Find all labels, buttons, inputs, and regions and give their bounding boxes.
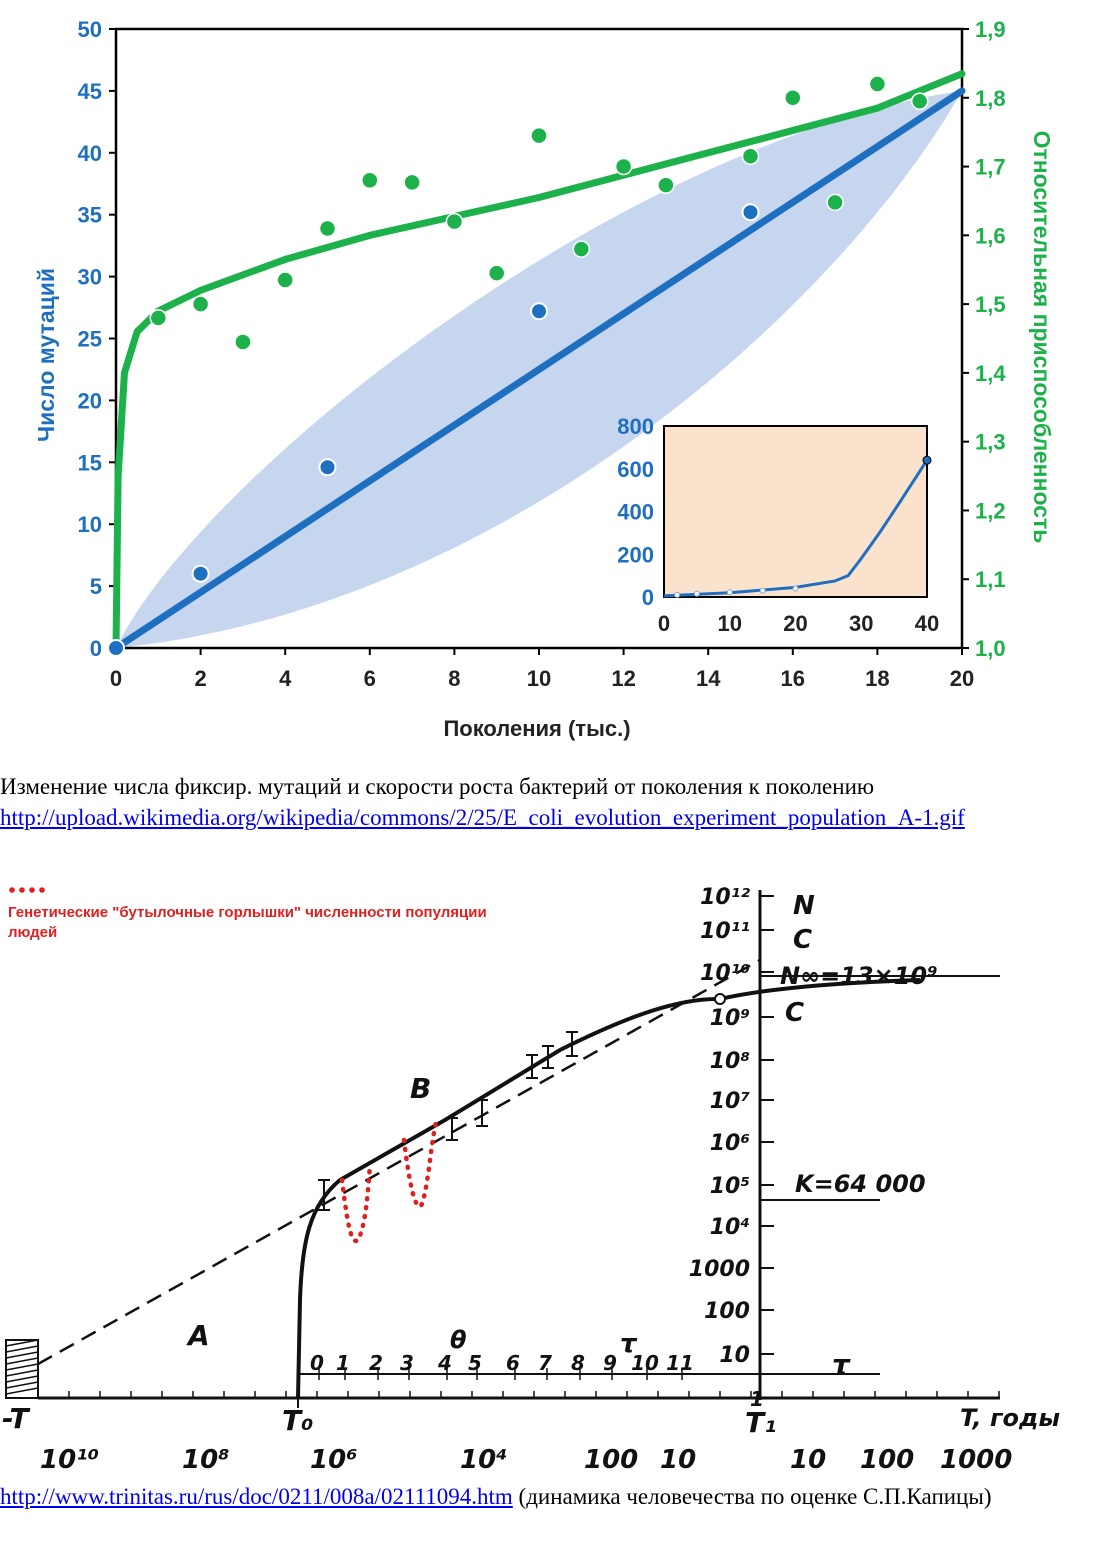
x-tick-label: 2 [194, 666, 207, 691]
y-right-tick-label: 1,5 [975, 292, 1006, 318]
y-left-tick-label: 0 [89, 636, 102, 661]
x-tick-label: 20 [949, 666, 975, 691]
bottleneck-legend-dot [39, 887, 45, 893]
y-left-tick-label: 5 [89, 574, 102, 600]
mutations-point [320, 459, 336, 475]
present-point [715, 994, 725, 1004]
inset-plot-frame [664, 426, 927, 597]
x-tick-label: 10 [526, 666, 552, 691]
tau-tick-label: 4 [438, 1351, 452, 1375]
tau-tick-label: 0 [310, 1351, 324, 1375]
y-right-tick-label: 1,1 [975, 567, 1006, 593]
y-right-tick-label: 1,8 [975, 85, 1006, 111]
y-right-tick-label: 1,9 [975, 17, 1006, 42]
one-label: 1 [750, 1387, 764, 1411]
bottleneck-legend-dot [19, 887, 25, 893]
source-description: (динамика человечества по оценке С.П.Капицы) [512, 1484, 992, 1509]
region-a-label: A [188, 1319, 210, 1352]
fitness-point [869, 76, 885, 92]
source-link-trinitas[interactable]: http://www.trinitas.ru/rus/doc/0211/008a/02111094.htm [0, 1484, 513, 1509]
tau-tick-label: 8 [571, 1351, 585, 1375]
fitness-point [277, 272, 293, 288]
x-tick-label: 18 [865, 666, 890, 691]
tau-label: τ [620, 1329, 637, 1359]
future-year-tick-label: 100 [860, 1445, 915, 1475]
past-year-tick-label: 10⁶ [310, 1445, 358, 1475]
region-c-label: C [785, 998, 805, 1028]
population-tick-label: 10¹⁰ [700, 961, 750, 986]
region-c-upper-label: C [793, 925, 813, 955]
x-tick-label: 4 [279, 666, 292, 691]
y-left-tick-label: 45 [77, 78, 102, 104]
x-tick-label: 0 [109, 666, 123, 691]
x-axis-label: Поколения (тыс.) [443, 716, 631, 741]
tau-tick-label: 5 [468, 1351, 482, 1375]
fitness-point [531, 128, 547, 144]
source-link-wikimedia[interactable]: http://upload.wikimedia.org/wikipedia/commons/2/25/E_coli_evolution_experiment_population_A-1.gif [0, 805, 965, 830]
population-tick-label: 10⁸ [709, 1049, 750, 1074]
y-left-tick-label: 40 [77, 140, 102, 166]
bottleneck-legend-dot [9, 887, 15, 893]
population-tick-label: 10¹² [700, 885, 750, 910]
fitness-point [150, 310, 166, 326]
population-tick-label: 10⁶ [709, 1131, 750, 1156]
population-tick-label: 10⁵ [709, 1174, 750, 1199]
population-tick-label: 10⁴ [709, 1215, 750, 1240]
population-tick-label: 10⁷ [709, 1089, 750, 1114]
x-tick-label: 14 [695, 666, 721, 691]
past-year-tick-label: 100 [584, 1445, 639, 1475]
time-axis-label: T, годы [960, 1404, 1061, 1432]
y-right-tick-label: 1,7 [975, 154, 1006, 180]
mutations-point [193, 566, 209, 582]
x-tick-label: 16 [780, 666, 806, 691]
inset-y-tick-label: 0 [641, 585, 654, 610]
tau-tick-label: 7 [538, 1351, 552, 1375]
bottleneck-label: Генетические "бутылочные горлышки" численности популяции людей [8, 904, 487, 941]
t0-label: T₀ [282, 1404, 314, 1437]
fitness-point [404, 174, 420, 190]
kapitsa-population-chart [0, 872, 1101, 1480]
inset-point [760, 588, 765, 593]
x-tick-label: 8 [448, 666, 461, 691]
k-value-label: K=64 000 [795, 1170, 926, 1198]
fitness-point [912, 93, 928, 109]
y-left-tick-label: 30 [77, 264, 102, 290]
x-tick-label: 6 [363, 666, 376, 691]
population-tick-label: 100 [704, 1299, 750, 1324]
inset-y-tick-label: 400 [617, 499, 654, 525]
inset-x-tick-label: 30 [849, 611, 874, 636]
tau-tick-label: 9 [603, 1351, 617, 1375]
y-left-tick-label: 25 [77, 326, 102, 352]
fitness-point [616, 159, 632, 175]
fitness-point [446, 214, 462, 230]
bottleneck-legend-dot [29, 887, 35, 893]
y-left-tick-label: 20 [77, 388, 102, 414]
fitness-point [362, 172, 378, 188]
chart-caption: Изменение числа фиксир. мутаций и скорости роста бактерий от поколения к поколению [0, 774, 875, 799]
inset-point [727, 590, 732, 595]
y-left-tick-label: 50 [77, 17, 102, 42]
inset-x-tick-label: 10 [717, 611, 742, 636]
theta-label: θ [450, 1326, 467, 1354]
mutations-fitness-chart [0, 0, 1101, 760]
inset-x-tick-label: 40 [914, 611, 940, 636]
tau-tick-label: 6 [506, 1351, 520, 1375]
population-tick-label: 10¹¹ [700, 919, 750, 944]
fitness-point [658, 177, 674, 193]
population-axis-label: N [793, 891, 815, 921]
y-right-tick-label: 1,2 [975, 498, 1006, 524]
fitness-point [235, 334, 251, 350]
past-year-tick-label: 10¹⁰ [40, 1445, 99, 1475]
region-b-label: B [410, 1072, 432, 1105]
y-right-tick-label: 1,3 [975, 429, 1006, 455]
fitness-point [320, 220, 336, 236]
population-tick-label: 1000 [688, 1257, 750, 1282]
tau-tick-label: 2 [369, 1351, 383, 1375]
fitness-point [827, 194, 843, 210]
tau-tick-label: 3 [400, 1351, 414, 1375]
population-tick-label: 10 [719, 1343, 750, 1368]
y-right-tick-label: 1,4 [975, 360, 1006, 386]
inset-y-tick-label: 200 [617, 542, 654, 568]
inset-point [675, 592, 680, 597]
mutations-point [108, 640, 124, 656]
past-year-tick-label: 10 [660, 1445, 697, 1475]
y-axis-right-label: Относительная приспособленность [1029, 130, 1055, 544]
future-year-tick-label: 10 [790, 1445, 827, 1475]
inset-x-tick-label: 20 [783, 611, 808, 636]
population-tick-label: 10⁹ [709, 1006, 750, 1031]
inset-y-tick-label: 600 [617, 456, 654, 482]
future-year-tick-label: 1000 [940, 1445, 1013, 1475]
y-left-tick-label: 15 [77, 450, 102, 476]
t1-label: T₁ [745, 1406, 777, 1439]
hatched-wall [6, 1340, 38, 1398]
inset-x-tick-label: 0 [657, 611, 671, 636]
past-year-tick-label: 10⁸ [182, 1445, 230, 1475]
hyperbolic-asymptote [38, 960, 760, 1364]
fitness-point [193, 296, 209, 312]
fitness-point [743, 148, 759, 164]
inset-point [793, 586, 798, 591]
fitness-point [785, 90, 801, 106]
x-tick-label: 12 [611, 666, 636, 691]
y-axis-left-label: Число мутаций [33, 267, 59, 443]
minus-t-label: -T [2, 1402, 29, 1435]
y-right-tick-label: 1,6 [975, 223, 1006, 249]
n-infinity-label: N∞=13×10⁹ [780, 962, 938, 990]
inset-point [694, 591, 699, 596]
mutations-point [531, 303, 547, 319]
y-left-tick-label: 35 [77, 202, 102, 228]
fitness-point [489, 265, 505, 281]
inset-y-tick-label: 800 [617, 414, 654, 439]
source-caption [0, 1482, 1100, 1512]
mutations-point [743, 204, 759, 220]
fitness-point [573, 241, 589, 257]
tau-tick-label: 10 [631, 1351, 659, 1375]
past-year-tick-label: 10⁴ [460, 1445, 508, 1475]
y-left-tick-label: 10 [77, 512, 102, 538]
tau-tick-label: 1 [336, 1351, 350, 1375]
tau-tick-label: 11 [666, 1351, 694, 1375]
y-right-tick-label: 1,0 [975, 636, 1006, 661]
inset-end-point [923, 456, 931, 464]
tau-label-right: τ [832, 1348, 850, 1381]
